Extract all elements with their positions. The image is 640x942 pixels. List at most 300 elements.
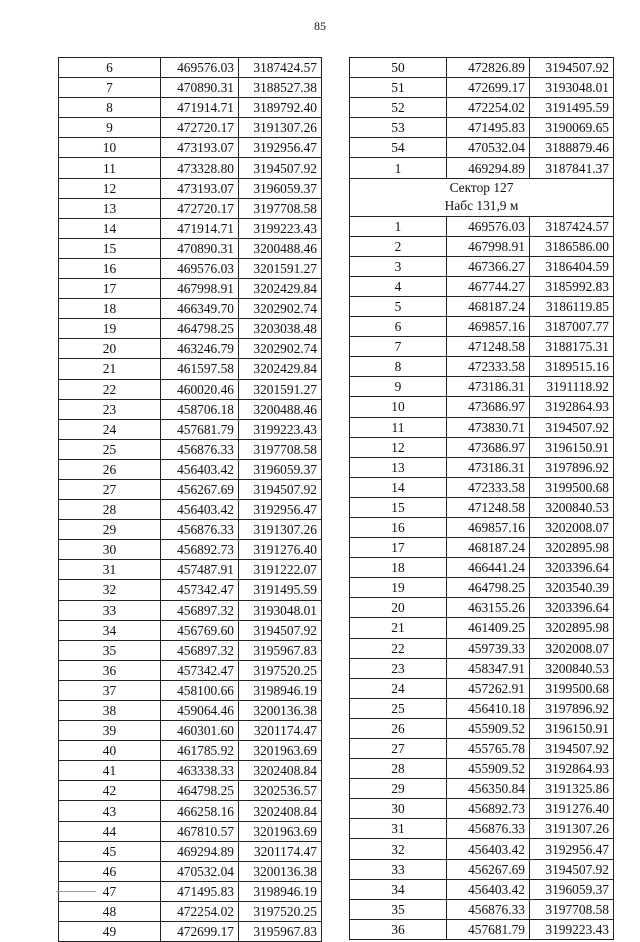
point-number-cell: 22 (350, 638, 447, 658)
table-row (59, 158, 322, 178)
coord-y-cell: 3194507.92 (530, 58, 614, 78)
coord-x-cell: 471914.71 (161, 98, 239, 118)
coord-y-cell: 3192956.47 (530, 839, 614, 859)
table-row (59, 339, 322, 359)
point-number-cell: 9 (59, 118, 161, 138)
point-number-cell: 30 (59, 540, 161, 560)
point-number-cell: 40 (59, 741, 161, 761)
left-coordinates-table (58, 57, 322, 942)
table-row (350, 317, 614, 337)
point-number-cell: 16 (59, 258, 161, 278)
sector-title: Сектор 127 (449, 180, 514, 196)
coord-x-cell: 471495.83 (161, 881, 239, 901)
coord-x-cell: 455909.52 (447, 759, 530, 779)
point-number-cell: 18 (350, 558, 447, 578)
point-number-cell: 45 (59, 841, 161, 861)
table-row (59, 660, 322, 680)
coord-x-cell: 456876.33 (161, 520, 239, 540)
coord-y-cell: 3197896.92 (530, 698, 614, 718)
point-number-cell: 42 (59, 781, 161, 801)
table-row (59, 439, 322, 459)
coord-y-cell: 3202008.07 (530, 638, 614, 658)
coord-x-cell: 467744.27 (447, 276, 530, 296)
point-number-cell: 35 (350, 899, 447, 919)
table-row (59, 399, 322, 419)
point-number-cell: 4 (350, 276, 447, 296)
table-row (59, 520, 322, 540)
point-number-cell: 19 (350, 578, 447, 598)
coord-y-cell: 3202408.84 (239, 761, 322, 781)
point-number-cell: 24 (350, 678, 447, 698)
coord-x-cell: 456892.73 (447, 799, 530, 819)
coord-y-cell: 3201963.69 (239, 741, 322, 761)
coord-y-cell: 3188175.31 (530, 337, 614, 357)
coord-x-cell: 459739.33 (447, 638, 530, 658)
coord-y-cell: 3187424.57 (239, 58, 322, 78)
point-number-cell: 8 (350, 357, 447, 377)
coord-y-cell: 3187841.37 (530, 158, 614, 178)
table-row (59, 359, 322, 379)
coord-y-cell: 3201174.47 (239, 841, 322, 861)
point-number-cell: 21 (350, 618, 447, 638)
point-number-cell: 39 (59, 721, 161, 741)
table-row (59, 600, 322, 620)
point-number-cell: 15 (350, 497, 447, 517)
table-row (59, 821, 322, 841)
coord-x-cell: 455909.52 (447, 718, 530, 738)
table-row (59, 761, 322, 781)
table-row (350, 118, 614, 138)
point-number-cell: 31 (59, 560, 161, 580)
table-row (350, 718, 614, 738)
coord-x-cell: 473193.07 (161, 138, 239, 158)
point-number-cell: 22 (59, 379, 161, 399)
table-row (59, 138, 322, 158)
coord-x-cell: 472333.58 (447, 357, 530, 377)
coord-y-cell: 3193048.01 (530, 78, 614, 98)
point-number-cell: 10 (350, 397, 447, 417)
coord-y-cell: 3197708.58 (239, 439, 322, 459)
coord-x-cell: 456403.42 (161, 459, 239, 479)
table-row (59, 198, 322, 218)
coord-x-cell: 472699.17 (447, 78, 530, 98)
point-number-cell: 34 (59, 620, 161, 640)
point-number-cell: 3 (350, 256, 447, 276)
table-row (59, 218, 322, 238)
coord-x-cell: 463246.79 (161, 339, 239, 359)
coord-x-cell: 472333.58 (447, 477, 530, 497)
point-number-cell: 11 (59, 158, 161, 178)
coord-x-cell: 464798.25 (161, 781, 239, 801)
table-row (59, 701, 322, 721)
coord-y-cell: 3189515.16 (530, 357, 614, 377)
table-row (350, 859, 614, 879)
coord-y-cell: 3201174.47 (239, 721, 322, 741)
table-row (59, 620, 322, 640)
table-row (59, 258, 322, 278)
coord-y-cell: 3192864.93 (530, 397, 614, 417)
table-row (350, 58, 614, 78)
point-number-cell: 7 (59, 78, 161, 98)
table-row (59, 861, 322, 881)
coord-x-cell: 457681.79 (161, 419, 239, 439)
table-row (350, 879, 614, 899)
point-number-cell: 24 (59, 419, 161, 439)
coord-y-cell: 3199223.43 (239, 419, 322, 439)
point-number-cell: 9 (350, 377, 447, 397)
coord-x-cell: 456876.33 (161, 439, 239, 459)
point-number-cell: 33 (59, 600, 161, 620)
coord-x-cell: 467998.91 (447, 236, 530, 256)
coord-x-cell: 466349.70 (161, 299, 239, 319)
coord-x-cell: 456403.42 (447, 879, 530, 899)
point-number-cell: 20 (59, 339, 161, 359)
coord-x-cell: 470890.31 (161, 78, 239, 98)
coord-y-cell: 3200136.38 (239, 701, 322, 721)
coord-x-cell: 460301.60 (161, 721, 239, 741)
point-number-cell: 28 (350, 759, 447, 779)
point-number-cell: 41 (59, 761, 161, 781)
table-row (350, 437, 614, 457)
point-number-cell: 13 (350, 457, 447, 477)
coord-y-cell: 3187007.77 (530, 317, 614, 337)
coord-x-cell: 460020.46 (161, 379, 239, 399)
table-row (350, 98, 614, 118)
coord-x-cell: 456267.69 (161, 479, 239, 499)
table-row (59, 500, 322, 520)
coord-x-cell: 467810.57 (161, 821, 239, 841)
coord-y-cell: 3199223.43 (239, 218, 322, 238)
coord-y-cell: 3202429.84 (239, 279, 322, 299)
table-row (59, 58, 322, 78)
coord-y-cell: 3193048.01 (239, 600, 322, 620)
table-row (350, 497, 614, 517)
right-coordinates-table (349, 57, 614, 940)
coord-x-cell: 456876.33 (447, 819, 530, 839)
point-number-cell: 7 (350, 337, 447, 357)
coord-x-cell: 471248.58 (447, 497, 530, 517)
coord-x-cell: 467366.27 (447, 256, 530, 276)
table-row (59, 781, 322, 801)
table-row (59, 319, 322, 339)
coord-x-cell: 469294.89 (447, 158, 530, 178)
coord-x-cell: 456897.32 (161, 600, 239, 620)
point-number-cell: 49 (59, 922, 161, 942)
coord-y-cell: 3191307.26 (239, 520, 322, 540)
table-row (350, 538, 614, 558)
coord-y-cell: 3200136.38 (239, 861, 322, 881)
left-table-body (59, 58, 322, 942)
table-row (350, 698, 614, 718)
point-number-cell: 8 (59, 98, 161, 118)
coord-x-cell: 473186.31 (447, 457, 530, 477)
coord-x-cell: 458347.91 (447, 658, 530, 678)
table-row (59, 741, 322, 761)
sector-header (350, 178, 614, 216)
point-number-cell: 25 (350, 698, 447, 718)
coord-x-cell: 459064.46 (161, 701, 239, 721)
table-row (350, 678, 614, 698)
coord-y-cell: 3191118.92 (530, 377, 614, 397)
coord-x-cell: 469294.89 (161, 841, 239, 861)
table-row (350, 739, 614, 759)
table-row (59, 901, 322, 921)
point-number-cell: 28 (59, 500, 161, 520)
point-number-cell: 25 (59, 439, 161, 459)
coord-y-cell: 3203038.48 (239, 319, 322, 339)
table-row (350, 256, 614, 276)
coord-y-cell: 3194507.92 (530, 739, 614, 759)
coord-x-cell: 458706.18 (161, 399, 239, 419)
coord-y-cell: 3199500.68 (530, 678, 614, 698)
point-number-cell: 38 (59, 701, 161, 721)
table-row (350, 377, 614, 397)
point-number-cell: 17 (350, 538, 447, 558)
coord-y-cell: 3197708.58 (530, 899, 614, 919)
table-row (350, 78, 614, 98)
coord-x-cell: 457342.47 (161, 580, 239, 600)
coord-y-cell: 3188879.46 (530, 138, 614, 158)
point-number-cell: 1 (350, 158, 447, 178)
coord-y-cell: 3201591.27 (239, 258, 322, 278)
coord-y-cell: 3200840.53 (530, 658, 614, 678)
table-row (59, 98, 322, 118)
point-number-cell: 6 (350, 317, 447, 337)
coord-x-cell: 470532.04 (161, 861, 239, 881)
point-number-cell: 18 (59, 299, 161, 319)
point-number-cell: 53 (350, 118, 447, 138)
coord-y-cell: 3191307.26 (530, 819, 614, 839)
table-row (350, 517, 614, 537)
coord-y-cell: 3196150.91 (530, 437, 614, 457)
coord-x-cell: 463155.26 (447, 598, 530, 618)
coord-y-cell: 3192956.47 (239, 500, 322, 520)
coord-y-cell: 3194507.92 (530, 417, 614, 437)
coord-x-cell: 466258.16 (161, 801, 239, 821)
coord-y-cell: 3194507.92 (239, 479, 322, 499)
point-number-cell: 12 (59, 178, 161, 198)
coord-y-cell: 3203540.39 (530, 578, 614, 598)
coord-y-cell: 3196059.37 (239, 459, 322, 479)
table-row (350, 618, 614, 638)
coord-y-cell: 3196059.37 (530, 879, 614, 899)
coord-y-cell: 3197708.58 (239, 198, 322, 218)
table-row (350, 296, 614, 316)
coord-y-cell: 3195967.83 (239, 640, 322, 660)
coord-x-cell: 472699.17 (161, 922, 239, 942)
table-row (59, 238, 322, 258)
table-row (59, 118, 322, 138)
table-row (350, 638, 614, 658)
table-row (350, 357, 614, 377)
coord-y-cell: 3202536.57 (239, 781, 322, 801)
table-row (350, 899, 614, 919)
sector-subtitle: Набс 131,9 м (444, 198, 519, 214)
coord-y-cell: 3191276.40 (530, 799, 614, 819)
coord-x-cell: 473686.97 (447, 437, 530, 457)
table-row (59, 299, 322, 319)
table-row (59, 279, 322, 299)
table-row (59, 178, 322, 198)
coord-y-cell: 3202902.74 (239, 339, 322, 359)
coord-y-cell: 3199223.43 (530, 919, 614, 939)
coord-x-cell: 464798.25 (447, 578, 530, 598)
point-number-cell: 36 (59, 660, 161, 680)
coord-y-cell: 3192864.93 (530, 759, 614, 779)
coord-x-cell: 456267.69 (447, 859, 530, 879)
coord-y-cell: 3201963.69 (239, 821, 322, 841)
coord-y-cell: 3194507.92 (239, 620, 322, 640)
table-row (59, 580, 322, 600)
table-row (350, 598, 614, 618)
point-number-cell: 32 (350, 839, 447, 859)
coord-x-cell: 469576.03 (447, 216, 530, 236)
table-row (350, 477, 614, 497)
coord-x-cell: 458100.66 (161, 680, 239, 700)
coord-y-cell: 3191222.07 (239, 560, 322, 580)
coord-y-cell: 3191495.59 (239, 580, 322, 600)
coord-x-cell: 473186.31 (447, 377, 530, 397)
table-row (350, 779, 614, 799)
point-number-cell: 35 (59, 640, 161, 660)
point-number-cell: 6 (59, 58, 161, 78)
point-number-cell: 50 (350, 58, 447, 78)
point-number-cell: 15 (59, 238, 161, 258)
coord-y-cell: 3197520.25 (239, 901, 322, 921)
table-row (350, 158, 614, 178)
table-row (350, 658, 614, 678)
coord-y-cell: 3190069.65 (530, 118, 614, 138)
point-number-cell: 26 (350, 718, 447, 738)
coord-y-cell: 3188527.38 (239, 78, 322, 98)
table-row (59, 721, 322, 741)
footnote-rule (56, 891, 96, 892)
table-row (350, 417, 614, 437)
table-row (350, 558, 614, 578)
coord-x-cell: 473328.80 (161, 158, 239, 178)
coord-y-cell: 3197520.25 (239, 660, 322, 680)
point-number-cell: 10 (59, 138, 161, 158)
table-row (350, 337, 614, 357)
coord-x-cell: 464798.25 (161, 319, 239, 339)
coord-y-cell: 3202008.07 (530, 517, 614, 537)
coord-x-cell: 469857.16 (447, 517, 530, 537)
coord-x-cell: 461597.58 (161, 359, 239, 379)
table-row (59, 560, 322, 580)
coord-x-cell: 470532.04 (447, 138, 530, 158)
coord-x-cell: 467998.91 (161, 279, 239, 299)
point-number-cell: 11 (350, 417, 447, 437)
coord-y-cell: 3202902.74 (239, 299, 322, 319)
point-number-cell: 23 (59, 399, 161, 419)
coord-y-cell: 3191276.40 (239, 540, 322, 560)
coord-x-cell: 455765.78 (447, 739, 530, 759)
table-row (59, 419, 322, 439)
point-number-cell: 29 (350, 779, 447, 799)
table-row (350, 216, 614, 236)
coord-x-cell: 456350.84 (447, 779, 530, 799)
coord-y-cell: 3199500.68 (530, 477, 614, 497)
point-number-cell: 30 (350, 799, 447, 819)
coord-y-cell: 3186586.00 (530, 236, 614, 256)
coord-y-cell: 3202429.84 (239, 359, 322, 379)
coord-y-cell: 3200488.46 (239, 238, 322, 258)
point-number-cell: 16 (350, 517, 447, 537)
point-number-cell: 54 (350, 138, 447, 158)
table-row (59, 540, 322, 560)
table-row (350, 457, 614, 477)
coord-x-cell: 471248.58 (447, 337, 530, 357)
coord-x-cell: 469576.03 (161, 258, 239, 278)
point-number-cell: 33 (350, 859, 447, 879)
table-row (350, 799, 614, 819)
coord-y-cell: 3185992.83 (530, 276, 614, 296)
coord-y-cell: 3202895.98 (530, 538, 614, 558)
coord-x-cell: 468187.24 (447, 538, 530, 558)
table-row (59, 801, 322, 821)
point-number-cell: 51 (350, 78, 447, 98)
table-row (350, 839, 614, 859)
table-row (350, 138, 614, 158)
coord-x-cell: 473193.07 (161, 178, 239, 198)
point-number-cell: 46 (59, 861, 161, 881)
table-row (59, 841, 322, 861)
coord-x-cell: 463338.33 (161, 761, 239, 781)
coord-y-cell: 3192956.47 (239, 138, 322, 158)
sector-header-row (350, 178, 614, 216)
coord-y-cell: 3194507.92 (239, 158, 322, 178)
table-row (350, 819, 614, 839)
coord-x-cell: 457487.91 (161, 560, 239, 580)
table-row (350, 236, 614, 256)
sector-header-group (350, 178, 614, 216)
right-table-body-bottom (350, 216, 614, 939)
point-number-cell: 12 (350, 437, 447, 457)
coord-y-cell: 3200488.46 (239, 399, 322, 419)
point-number-cell: 23 (350, 658, 447, 678)
coord-x-cell: 456403.42 (161, 500, 239, 520)
coord-x-cell: 457342.47 (161, 660, 239, 680)
coord-x-cell: 468187.24 (447, 296, 530, 316)
coord-y-cell: 3191307.26 (239, 118, 322, 138)
coord-x-cell: 472720.17 (161, 198, 239, 218)
point-number-cell: 19 (59, 319, 161, 339)
coord-x-cell: 470890.31 (161, 238, 239, 258)
point-number-cell: 37 (59, 680, 161, 700)
coord-x-cell: 472720.17 (161, 118, 239, 138)
point-number-cell: 43 (59, 801, 161, 821)
coord-y-cell: 3201591.27 (239, 379, 322, 399)
coord-x-cell: 471495.83 (447, 118, 530, 138)
point-number-cell: 13 (59, 198, 161, 218)
coord-y-cell: 3194507.92 (530, 859, 614, 879)
table-row (59, 459, 322, 479)
table-row (59, 479, 322, 499)
point-number-cell: 47 (59, 881, 161, 901)
point-number-cell: 14 (59, 218, 161, 238)
coord-x-cell: 456403.42 (447, 839, 530, 859)
point-number-cell: 44 (59, 821, 161, 841)
table-row (59, 922, 322, 942)
coord-y-cell: 3191325.86 (530, 779, 614, 799)
table-row (59, 640, 322, 660)
coord-y-cell: 3197896.92 (530, 457, 614, 477)
coord-x-cell: 472254.02 (161, 901, 239, 921)
coord-y-cell: 3187424.57 (530, 216, 614, 236)
point-number-cell: 48 (59, 901, 161, 921)
point-number-cell: 34 (350, 879, 447, 899)
coord-y-cell: 3202895.98 (530, 618, 614, 638)
